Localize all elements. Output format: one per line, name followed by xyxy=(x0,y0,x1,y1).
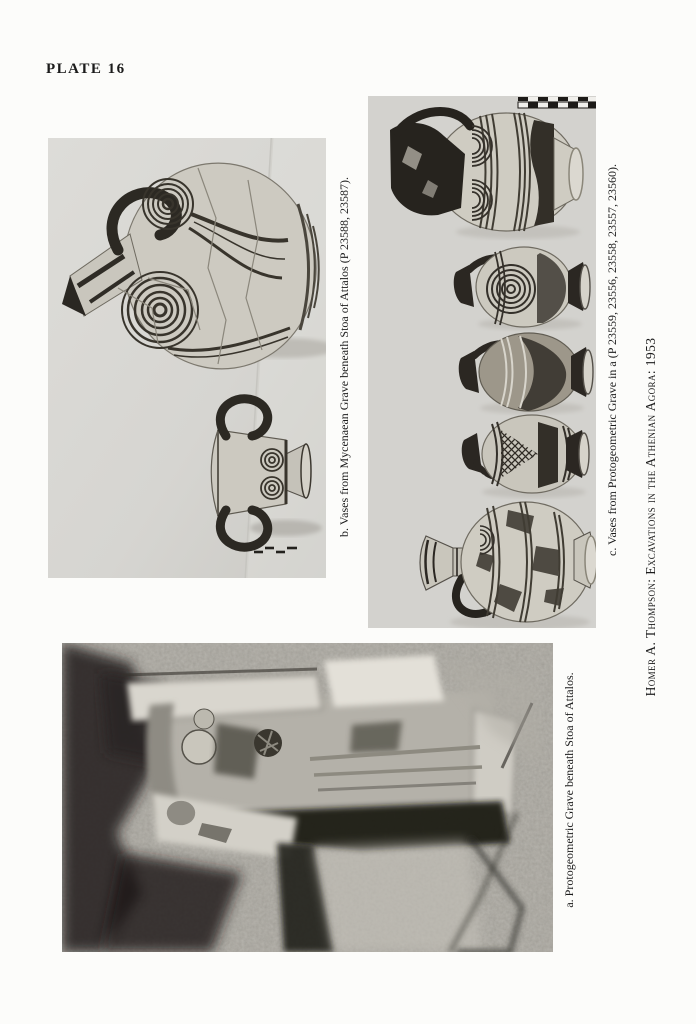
mycenaean-vases-image xyxy=(48,138,326,578)
figure-a-photo xyxy=(62,643,553,952)
figure-c-photo xyxy=(368,96,596,628)
caption-b: b. Vases from Mycenaean Grave beneath Stoa of Attalos (P 23588, 23587). xyxy=(337,177,351,537)
caption-c: c. Vases from Protogeometric Grave in a (P 23559, 23556, 23558, 23557, 23560). xyxy=(605,164,619,556)
caption-a: a. Protogeometric Grave beneath Stoa of Attalos. xyxy=(562,672,576,908)
checkered-scale-bar xyxy=(518,97,596,108)
figure-b-photo xyxy=(48,138,326,578)
plate-label: PLATE 16 xyxy=(46,61,126,77)
protogeometric-vases-image xyxy=(368,96,596,628)
credit-line: Homer A. Thompson: Excavations in the Athenian Agora: 1953 xyxy=(643,337,658,697)
grave-excavation-image xyxy=(62,643,553,952)
